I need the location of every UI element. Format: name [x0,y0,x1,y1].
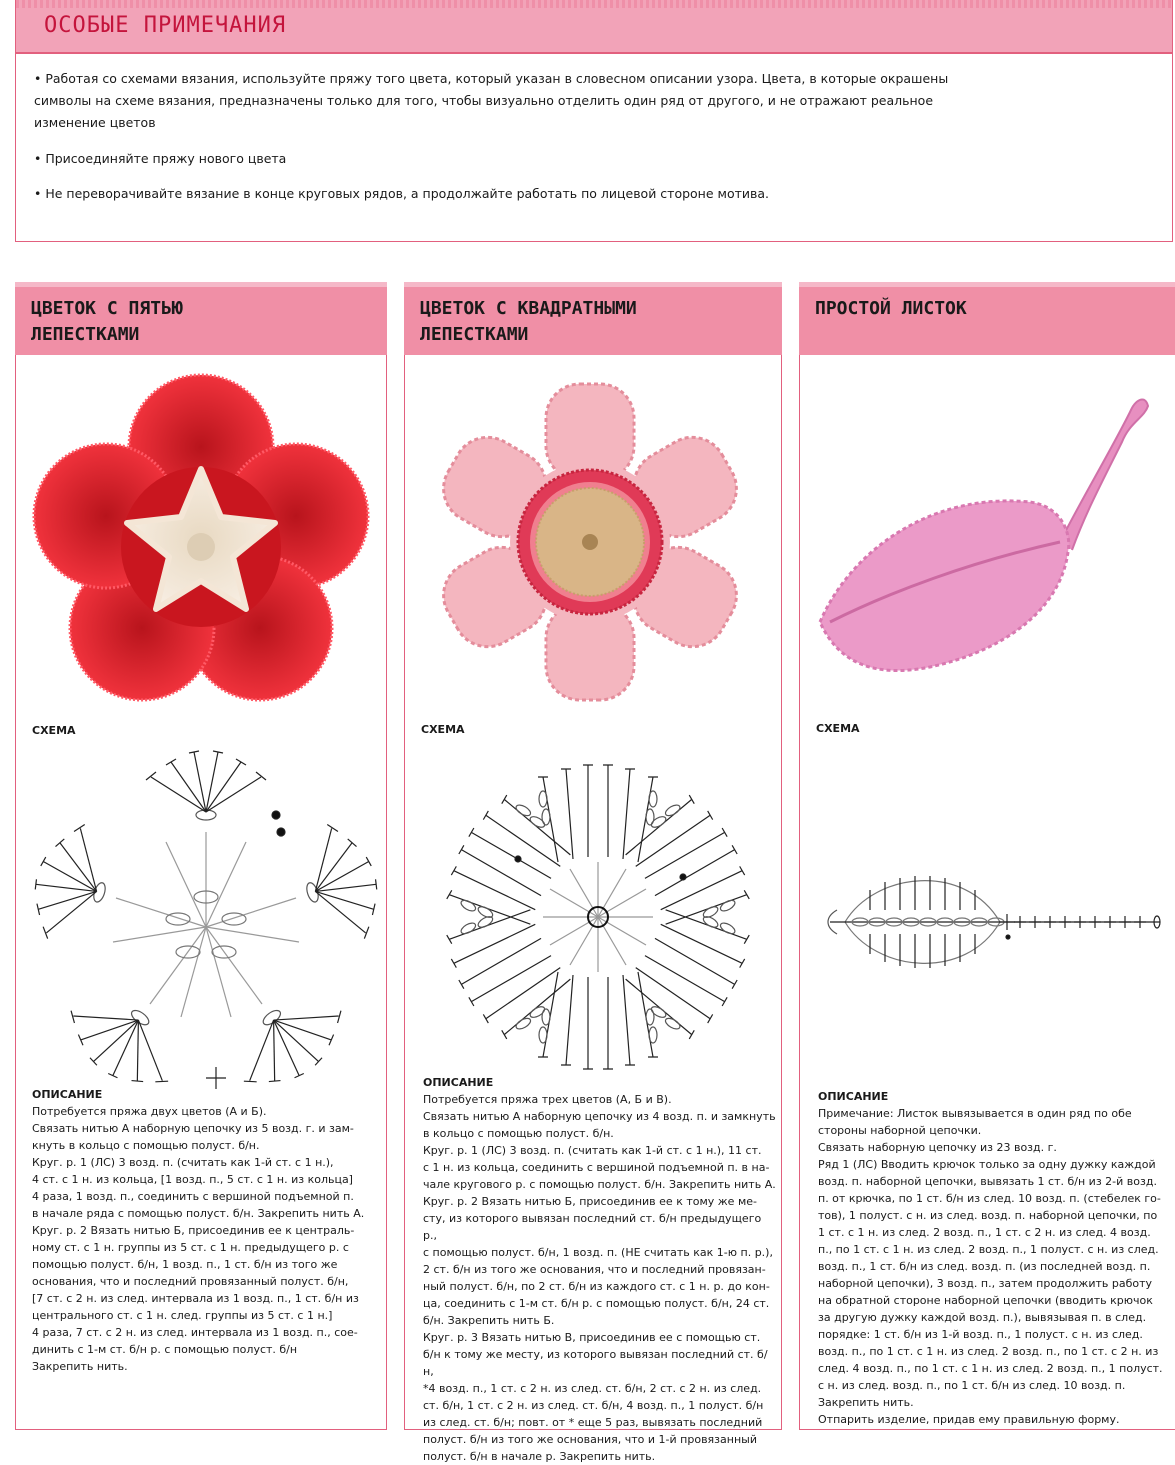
special-notes-title: ОСОБЫЕ ПРИМЕЧАНИЯ [44,13,287,38]
description-line: полуст. б/н в начале р. Закрепить нить. [423,1450,656,1463]
description-line: Примечание: Листок вывязывается в один ряд по обе [818,1107,1132,1120]
description-line: с 1 н. из кольца, соединить с вершиной подъемной п. в на- [423,1161,770,1174]
description-line: тов), 1 полуст. с н. из след. возд. п. наборной цепочки, по [818,1209,1158,1222]
five-petal-flower-photo [36,377,366,707]
description-line: ца, соединить с 1-м ст. б/н р. с помощью полуст. б/н, 24 ст. [423,1297,770,1310]
description-line: Круг. р. 2 Вязать нитью Б, присоединив ее к тому же ме- [423,1195,757,1208]
description-line: полуст. б/н из того же основания, что и 1-й провязанный [423,1433,757,1446]
title-line-1: ЦВЕТОК С КВАДРАТНЫМИ [420,298,637,319]
note-item-join: • Присоединяйте пряжу нового цвета [34,151,287,166]
description-line: на обратной стороне наборной цепочки (вводить крючок [818,1294,1153,1307]
description-line: Связать нитью А наборную цепочку из 5 возд. г. и зам- [32,1122,354,1135]
description-line: порядке: 1 ст. б/н из 1-й возд. п., 1 полуст. с н. из след. [818,1328,1143,1341]
description-heading: ОПИСАНИЕ [32,1088,103,1101]
description [423,1074,778,1465]
description-line: Ряд 1 (ЛС) Вводить крючок только за одну дужку каждой [818,1158,1156,1171]
description-heading: ОПИСАНИЕ [423,1076,494,1089]
description-line: 4 раза, 7 ст. с 2 н. из след. интервала из 1 возд. п., соe- [32,1326,358,1339]
description-line: п. от крючка, по 1 ст. б/н из след. 10 возд. п. (стебелек го- [818,1192,1161,1205]
description-line: [7 ст. с 2 н. из след. интервала из 1 возд. п., 1 ст. б/н из [32,1292,359,1305]
description-line: 4 раза, 1 возд. п., соединить с вершиной подъемной п. [32,1190,354,1203]
column-title: ПРОСТОЙ ЛИСТОК [815,298,967,319]
column-square-petal-flower [404,282,782,1463]
schema-label: СХЕМА [421,723,465,736]
description [32,1086,377,1375]
title-line-2: ЛЕПЕСТКАМИ [420,324,529,345]
description-line: в начале ряда с помощью полуст. б/н. Закрепить нить А. [32,1207,365,1220]
column-five-petal-flower [15,282,387,1430]
description-line: ному ст. с 1 н. группы из 5 ст. с 1 н. предыдущего р. с [32,1241,349,1254]
column-title [420,296,637,348]
description-line: Круг. р. 2 Вязать нитью Б, присоединив ее к централь- [32,1224,355,1237]
column-simple-leaf [799,282,1175,1430]
description-line: с н. из след. возд. п., по 1 ст. б/н из след. 10 возд. п. [818,1379,1126,1392]
description-line: Закрепить нить. [32,1360,128,1373]
description-line: основания, что и последний провязанный полуст. б/н, [32,1275,349,1288]
description-line: наборной цепочки), 3 возд. п., затем продолжить работу [818,1277,1153,1290]
title-line-1: ЦВЕТОК С ПЯТЬЮ [31,298,183,319]
description-line: *4 возд. п., 1 ст. с 2 н. из след. ст. б/н, 2 ст. с 2 н. из след. [423,1382,762,1395]
description-line: ный полуст. б/н, по 2 ст. б/н из каждого ст. с 1 н. р. до кон- [423,1280,770,1293]
description-line: Закрепить нить. [818,1396,914,1409]
description-line: чале кругового р. с помощью полуст. б/н. Закрепить нить А. [423,1178,776,1191]
description-line: динить с 1-м ст. б/н р. с помощью полуст. б/н [32,1343,298,1356]
square-petal-flower-photo [425,382,755,702]
description-line: кнуть в кольцо с помощью полуст. б/н. [32,1139,260,1152]
simple-leaf-schema [815,862,1170,992]
description-line: Связать нитью А наборную цепочку из 4 возд. п. и замкнуть [423,1110,776,1123]
description-line: из след. ст. б/н; повт. от * еще 5 раз, вывязать последний [423,1416,763,1429]
description-line: Связать наборную цепочку из 23 возд. г. [818,1141,1057,1154]
description-line: возд. п. наборной цепочки, вывязать 1 ст. б/н из 2-й возд. [818,1175,1157,1188]
description-line: Потребуется пряжа двух цветов (А и Б). [32,1105,267,1118]
column-title [31,296,183,348]
five-petal-flower-schema [36,757,376,1077]
column-header [15,282,387,355]
schema-label: СХЕМА [32,724,76,737]
column-header [404,282,782,355]
description-heading: ОПИСАНИЕ [818,1090,889,1103]
description-line: Отпарить изделие, придав ему правильную форму. [818,1413,1120,1426]
description-line: б/н к тому же месту, из которого вывязан последний ст. б/н, [423,1348,768,1378]
description-line: помощью полуст. б/н, 1 возд. п., 1 ст. б/н из того же [32,1258,338,1271]
description-line: 2 ст. б/н из того же основания, что и последний провязан- [423,1263,766,1276]
description-line: возд. п., 1 ст. б/н из след. возд. п. (из последней возд. п. [818,1260,1151,1273]
special-notes-box [15,0,1173,242]
description-line: Потребуется пряжа трех цветов (А, Б и В). [423,1093,672,1106]
description-line: стороны наборной цепочки. [818,1124,982,1137]
description [818,1088,1170,1428]
description-line: в кольцо с помощью полуст. б/н. [423,1127,614,1140]
schema-label: СХЕМА [816,722,860,735]
description-line: б/н. Закрепить нить Б. [423,1314,555,1327]
description-line: центрального ст. с 1 н. след. группы из 5 ст. с 1 н.] [32,1309,333,1322]
description-line: возд. п., по 1 ст. с 1 н. из след. 2 возд. п., по 1 ст. с 2 н. из [818,1345,1159,1358]
description-line: 4 ст. с 1 н. из кольца, [1 возд. п., 5 ст. с 1 н. из кольца] [32,1173,353,1186]
description-line: Круг. р. 3 Вязать нитью В, присоединив ее с помощью ст. [423,1331,761,1344]
description-line: ст. б/н, 1 ст. с 2 н. из след. ст. б/н, 4 возд. п., 1 полуст. б/н [423,1399,764,1412]
description-line: за другую дужку каждой возд. п.), вывязывая п. в след. [818,1311,1147,1324]
note-item-colors: • Работая со схемами вязания, используйте пряжу того цвета, который указан в словесном описании узора. Цвета, в которые окрашены символы на схеме вязания, предназначены только для того, чтобы визуально отделить один ряд от другого, и не отражают реальное изменение цветов [34,71,949,130]
special-notes-header [16,0,1172,54]
description-line: с помощью полуст. б/н, 1 возд. п. (НЕ считать как 1-ю п. р.), [423,1246,773,1259]
description-line: п., по 1 ст. с 1 н. из след. 2 возд. п., 1 полуст. с н. из след. [818,1243,1159,1256]
description-line: след. 4 возд. п., по 1 ст. с 1 н. из след. 2 возд. п., 1 полуст. [818,1362,1163,1375]
simple-leaf-photo [810,382,1160,682]
description-line: Круг. р. 1 (ЛС) 3 возд. п. (считать как 1-й ст. с 1 н.), [32,1156,334,1169]
note-item-no-turn: • Не переворачивайте вязание в конце круговых рядов, а продолжайте работать по лицевой стороне мотива. [34,186,770,201]
square-petal-flower-schema [430,752,765,1072]
column-header [799,282,1175,355]
title-line-2: ЛЕПЕСТКАМИ [31,324,140,345]
description-line: 1 ст. с 1 н. из след. 2 возд. п., 1 ст. с 2 н. из след. 4 возд. [818,1226,1151,1239]
description-line: Круг. р. 1 (ЛС) 3 возд. п. (считать как 1-й ст. с 1 н.), 11 ст. [423,1144,762,1157]
description-line: сту, из которого вывязан последний ст. б/н предыдущего р., [423,1212,762,1242]
